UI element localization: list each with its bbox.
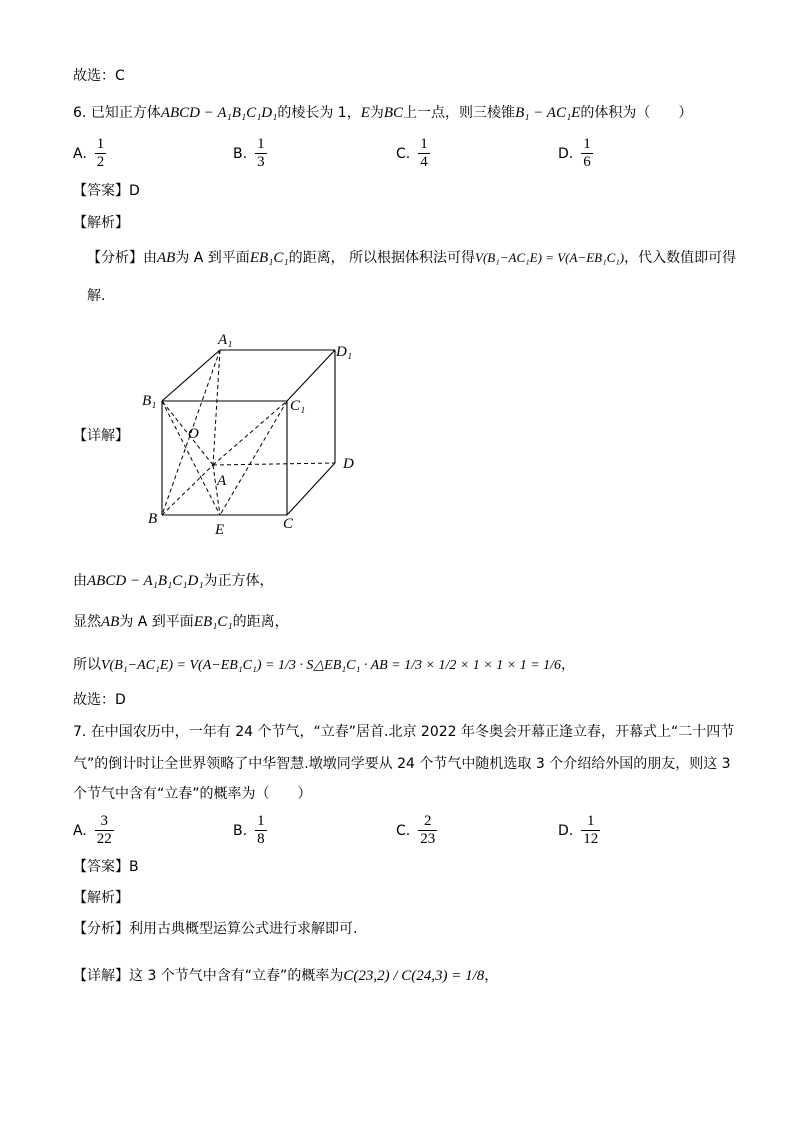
q6-fenxi <box>87 248 736 268</box>
label-c: C <box>283 516 294 532</box>
q6-answer <box>73 181 140 201</box>
q6-fenxi-3: 的距离， 所以根据体积法可得 <box>288 250 476 266</box>
q7-line-2: 气”的倒计时让全世界领略了中华智慧.墩墩同学要从 24 个节气中随机选取 3 个介绍给外国的朋友，则这 3 <box>73 756 731 772</box>
q6-sol-2-plane: EB₁C₁ <box>193 614 233 630</box>
q6-sol-1-cube: ABCD − A₁B₁C₁D₁ <box>87 573 204 589</box>
q6-fenxi-4: ，代入数值即可得 <box>624 250 737 266</box>
edge-c1e <box>220 401 287 515</box>
q7-line-1: 7. 在中国农历中，一年有 24 个节气，“立春”居首.北京 2022 年冬奥会开幕正逢立春，开幕式上“二十四节 <box>73 724 735 740</box>
q6-sol-2-mid: 为 A 到平面 <box>119 614 194 630</box>
q7-option-b-den: 8 <box>257 831 265 847</box>
q6-option-a-num: 1 <box>96 136 105 152</box>
q6-sol-1-pre: 由 <box>73 573 87 589</box>
q7-option-c-num: 2 <box>418 813 437 831</box>
q7-answer-tag: 【答案】 <box>73 859 129 875</box>
q7-detail <box>73 966 498 986</box>
q6-sol-1 <box>73 571 274 591</box>
q7-option-d-den: 12 <box>583 831 599 847</box>
q6-option-a <box>73 136 108 171</box>
label-a: A <box>217 473 227 489</box>
label-a1: A₁ <box>218 332 233 348</box>
q7-option-d-fraction <box>581 813 600 848</box>
q7-option-a-num: 3 <box>95 813 114 831</box>
q7-fenxi <box>73 919 357 939</box>
q7-option-b-fraction <box>255 813 267 848</box>
q6-sol-2-pre: 显然 <box>73 614 101 630</box>
label-d1: D₁ <box>336 344 353 360</box>
q6-option-c-fraction <box>418 136 430 171</box>
q6-option-c-den: 4 <box>420 154 428 170</box>
q7-fenxi-tag: 【分析】 <box>73 921 129 937</box>
q7-detail-post: ， <box>484 968 499 984</box>
q6-sol-3-formula: V(B₁−AC₁E) = V(A−EB₁C₁) = 1/3 · S△EB₁C₁ · AB = 1/3 × 1/2 × 1 × 1 × 1 = 1/6 <box>101 658 562 673</box>
q6-sol-3 <box>73 655 575 676</box>
q6-stem-mid3: 上一点，则三棱锥 <box>403 105 516 121</box>
q6-option-b <box>233 136 269 171</box>
q6-option-b-num: 1 <box>257 136 265 152</box>
q6-answer-value: D <box>129 183 140 199</box>
q6-fenxi-2: 为 A 到平面 <box>175 250 250 266</box>
edge-ac1 <box>213 401 287 465</box>
q7-detail-text: 这 3 个节气中含有“立春”的概率为 <box>129 968 344 984</box>
q6-option-c <box>396 136 432 171</box>
q6-sol-2 <box>73 612 289 632</box>
q7-option-d <box>558 813 602 848</box>
q6-stem-pyramid: B₁ − AC₁E <box>515 105 581 121</box>
edge-b1e <box>162 401 220 515</box>
q6-option-d <box>558 136 595 171</box>
q7-analysis-tag: 【解析】 <box>73 890 129 906</box>
q7-option-c <box>396 813 439 848</box>
q7-option-b-num: 1 <box>257 813 265 829</box>
cube-figure <box>140 328 380 550</box>
edge-cd <box>287 463 335 515</box>
q6-final: 故选：D <box>73 692 126 708</box>
edge-c1d1 <box>287 350 335 401</box>
q7-option-c-den: 23 <box>420 831 436 847</box>
q6-option-b-label: B. <box>233 145 248 162</box>
q7-option-a <box>73 813 116 848</box>
q5-answer-line: 故选：C <box>73 68 125 84</box>
q7-option-a-den: 22 <box>96 831 112 847</box>
q6-stem-mid1: 的棱长为 1， <box>277 105 361 121</box>
q7-option-d-label: D. <box>558 822 574 839</box>
q6-stem-mid2: 为 <box>369 105 384 121</box>
q6-fenxi-tag: 【分析】 <box>87 250 143 266</box>
q7-detail-tag: 【详解】 <box>73 968 129 984</box>
q6-option-a-label: A. <box>73 145 87 162</box>
label-c1: C₁ <box>290 398 306 414</box>
q6-stem <box>73 103 692 123</box>
q7-answer-value: B <box>129 859 139 875</box>
q7-answer <box>73 857 139 877</box>
q6-option-c-num: 1 <box>420 136 428 152</box>
q7-option-d-num: 1 <box>581 813 600 831</box>
q7-option-c-fraction <box>418 813 437 848</box>
q7-line-3: 个节气中含有“立春”的概率为（ ） <box>73 786 312 802</box>
q6-answer-tag: 【答案】 <box>73 183 129 199</box>
edge-ad <box>213 463 335 465</box>
q6-detail-tag: 【详解】 <box>73 428 129 444</box>
q6-sol-1-post: 为正方体， <box>203 573 274 589</box>
q6-fenxi-1: 由 <box>143 250 157 266</box>
q7-option-c-label: C. <box>396 822 411 839</box>
q6-option-a-den: 2 <box>96 154 105 170</box>
q6-sol-3-post: ， <box>561 657 576 673</box>
edge-ba <box>162 465 213 515</box>
q6-analysis-tag: 【解析】 <box>73 215 129 231</box>
q6-fenxi-ab: AB <box>157 250 176 266</box>
q6-option-d-fraction <box>581 136 593 171</box>
q6-option-b-fraction <box>255 136 267 171</box>
q6-sol-2-ab: AB <box>101 614 120 630</box>
label-e: E <box>215 522 225 538</box>
q6-sol-3-pre: 所以 <box>73 657 101 673</box>
q6-fenxi-5: 解. <box>87 288 106 304</box>
q6-fenxi-plane: EB₁C₁ <box>249 250 289 266</box>
q7-option-a-label: A. <box>73 822 87 839</box>
q6-stem-cube: ABCD − A₁B₁C₁D₁ <box>160 105 278 121</box>
q6-option-c-label: C. <box>396 145 411 162</box>
q7-option-a-fraction <box>95 813 114 848</box>
q6-option-a-fraction <box>95 136 107 171</box>
label-b: B <box>148 511 158 527</box>
edge-a1a <box>213 350 220 465</box>
label-o: O <box>188 426 199 442</box>
q6-option-b-den: 3 <box>257 154 265 170</box>
q6-option-d-label: D. <box>558 145 574 162</box>
q6-number: 6. <box>73 105 87 121</box>
q6-sol-2-post: 的距离， <box>232 614 289 630</box>
q6-option-d-num: 1 <box>583 136 591 152</box>
label-b1: B₁ <box>142 393 157 409</box>
q6-stem-e: E <box>360 105 370 121</box>
q6-stem-bc: BC <box>383 105 404 121</box>
label-d: D <box>343 456 354 472</box>
q6-stem-post: 的体积为（ ） <box>580 105 693 121</box>
q6-stem-pre: 已知正方体 <box>90 105 161 121</box>
q7-option-b <box>233 813 269 848</box>
edge-b1a1 <box>162 350 220 401</box>
q6-option-d-den: 6 <box>583 154 591 170</box>
q7-fenxi-text: 利用古典概型运算公式进行求解即可. <box>129 921 358 937</box>
q7-detail-formula: C(23,2) / C(24,3) = 1/8 <box>343 968 485 984</box>
q6-fenxi-formula: V(B₁−AC₁E) = V(A−EB₁C₁) <box>475 250 625 265</box>
q7-option-b-label: B. <box>233 822 248 839</box>
